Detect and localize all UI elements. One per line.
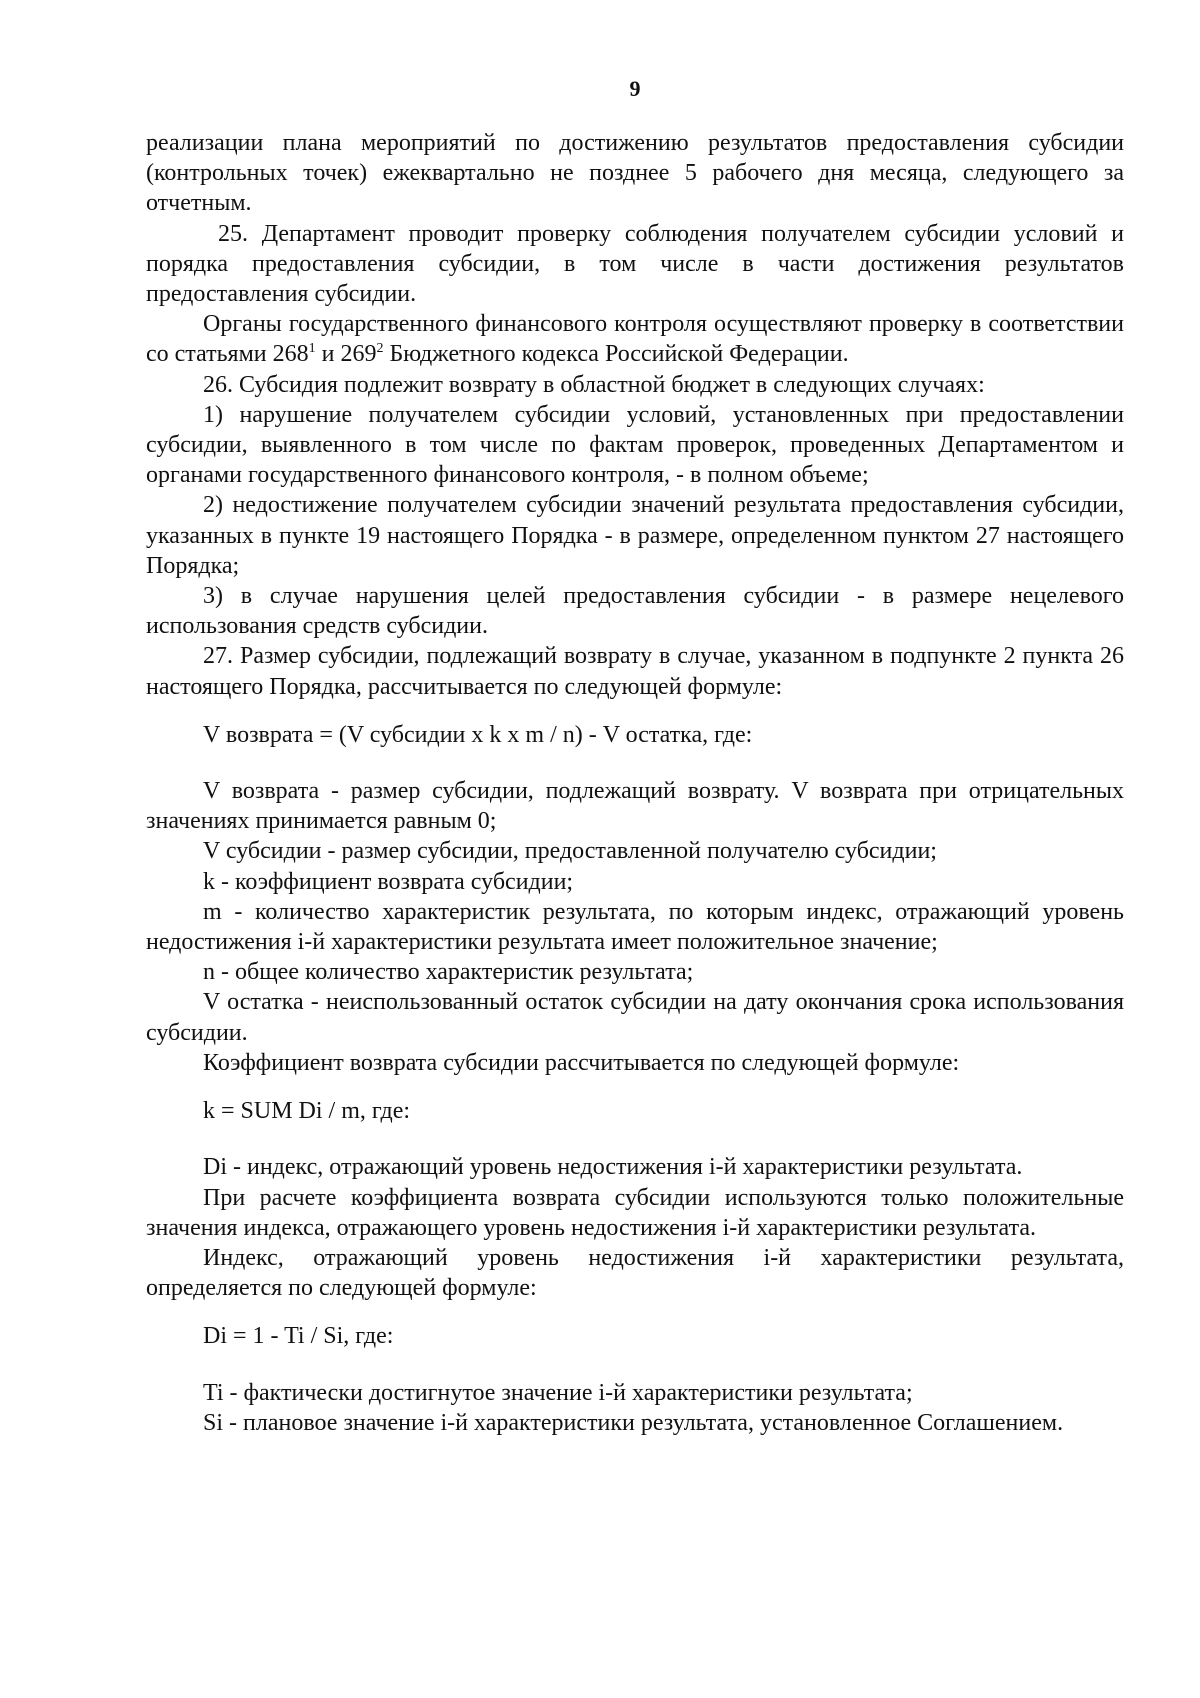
- list-item-3: 3) в случае нарушения целей предоставления субсидии - в размере нецелевого использования средств субсидии.: [146, 583, 1124, 640]
- text-fragment: Органы государственного финансового контроля осуществляют проверку в соответствии со статьями 268: [146, 311, 1124, 368]
- definition-v-remainder: V остатка - неиспользованный остаток субсидии на дату окончания срока использования субсидии.: [146, 989, 1124, 1046]
- definition-si: Si - плановое значение i-й характеристики результата, установленное Соглашением.: [203, 1409, 1064, 1436]
- definition-di: Di - индекс, отражающий уровень недостижения i-й характеристики результата.: [203, 1154, 1023, 1181]
- paragraph-coefficient-intro: Коэффициент возврата субсидии рассчитывается по следующей формуле:: [203, 1049, 960, 1076]
- list-item-2: 2) недостижение получателем субсидии значений результата предоставления субсидии, указанных в пункте 19 настоящего Порядка - в размере, определенном пунктом 27 настоящего Порядка;: [146, 492, 1124, 579]
- document-body: [146, 128, 1124, 1438]
- definition-v-refund: V возврата - размер субсидии, подлежащий возврату. V возврата при отрицательных значениях принимается равным 0;: [146, 778, 1124, 835]
- formula-coefficient: k = SUM Di / m, где:: [203, 1098, 411, 1125]
- paragraph-item-26: 26. Субсидия подлежит возврату в областной бюджет в следующих случаях:: [203, 371, 985, 398]
- superscript: 1: [308, 341, 316, 357]
- list-item-1: 1) нарушение получателем субсидии условий, установленных при предоставлении субсидии, выявленного в том числе по фактам проверок, проведенных Департаментом и органами государственного финансового контроля, - в полном объеме;: [146, 401, 1124, 489]
- text-fragment: Бюджетного кодекса Российской Федерации.: [383, 341, 849, 368]
- definition-v-subsidy: V субсидии - размер субсидии, предоставленной получателю субсидии;: [203, 838, 937, 865]
- paragraph-item-25: 25. Департамент проводит проверку соблюдения получателем субсидии условий и порядка предоставления субсидии, в том числе в части достижения результатов предоставления субсидии.: [146, 220, 1124, 308]
- paragraph-index-intro: Индекс, отражающий уровень недостижения i-й характеристики результата, определяется по следующей формуле:: [146, 1244, 1124, 1302]
- formula-refund: V возврата = (V субсидии x k x m / n) - V остатка, где:: [203, 721, 753, 748]
- definition-n: n - общее количество характеристик результата;: [203, 959, 694, 986]
- definition-m: m - количество характеристик результата, по которым индекс, отражающий уровень недостижения i-й характеристики результата имеет положительное значение;: [146, 898, 1124, 956]
- formula-index: Di = 1 - Ti / Si, где:: [203, 1323, 394, 1350]
- paragraph-continuation: реализации плана мероприятий по достижению результатов предоставления субсидии (контрольных точек) ежеквартально не позднее 5 рабочего дня месяца, следующего за отчетным.: [146, 130, 1124, 217]
- definition-k: k - коэффициент возврата субсидии;: [203, 868, 574, 895]
- text-fragment: и 269: [315, 341, 377, 368]
- definition-ti: Ti - фактически достигнутое значение i-й характеристики результата;: [203, 1379, 913, 1406]
- paragraph-control-bodies: [146, 309, 1124, 369]
- superscript: 2: [376, 341, 384, 357]
- paragraph-item-27: 27. Размер субсидии, подлежащий возврату в случае, указанном в подпункте 2 пункта 26 настоящего Порядка, рассчитывается по следующей формуле:: [146, 643, 1124, 700]
- page-number: 9: [629, 76, 641, 101]
- paragraph-positive-values: При расчете коэффициента возврата субсидии используются только положительные значения индекса, отражающего уровень недостижения i-й характеристики результата.: [146, 1184, 1124, 1241]
